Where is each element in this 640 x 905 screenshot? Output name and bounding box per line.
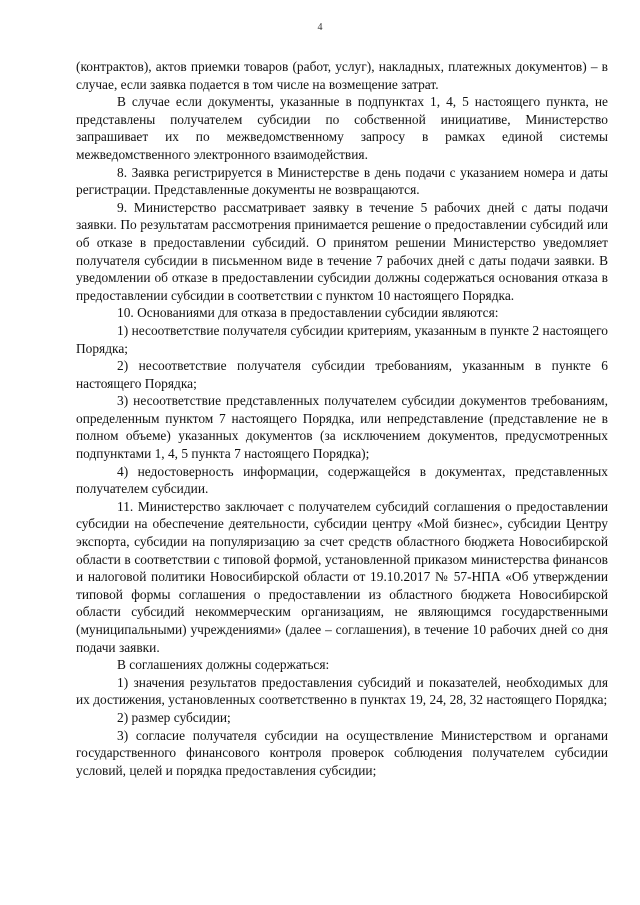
paragraph: 2) размер субсидии;: [117, 709, 231, 725]
paragraph: 4) недостоверность информации, содержащейся в документах, представленных получателем субсидии.: [76, 463, 608, 497]
paragraph: 1) значения результатов предоставления субсидий и показателей, необходимых для их достижения, установленных соответственно в пунктах 19, 24, 28, 32 настоящего Порядка;: [76, 674, 608, 708]
paragraph: 3) согласие получателя субсидии на осуществление Министерством и органами государственного финансового контроля проверок соблюдения получателем субсидии условий, целей и порядка предоставления субсидии;: [76, 727, 608, 778]
paragraph: 1) несоответствие получателя субсидии критериям, указанным в пункте 2 настоящего Порядка;: [76, 322, 608, 356]
document-body: [76, 58, 608, 779]
page-number: 4: [317, 22, 323, 33]
paragraph: В случае если документы, указанные в подпунктах 1, 4, 5 настоящего пункта, не представлены получателем субсидии по собственной инициативе, Министерство запрашивает их по межведомственному запросу в рамках единой системы межведомственного электронного взаимодействия.: [76, 94, 608, 162]
paragraph: (контрактов), актов приемки товаров (работ, услуг), накладных, платежных документов) – в случае, если заявка подается в том числе на возмещение затрат.: [76, 59, 608, 92]
paragraph: 3) несоответствие представленных получателем субсидии документов требованиям, определенным пунктом 7 настоящего Порядка, или непредставление (представление не в полном объеме) указанных документов (за исключением документов, предусмотренных подпунктами 1, 4, 5 пункта 7 настоящего Порядка);: [76, 393, 608, 462]
paragraph: 11. Министерство заключает с получателем субсидий соглашения о предоставлении субсидии на обеспечение деятельности, субсидии центру «Мой бизнес», субсидии Центру экспорта, субсидии на популяризацию за счет средств областного бюджета Новосибирской области в соответствии с типовой формой, установленной приказом министерства финансов и налоговой политики Новосибирской области от 19.10.2017 № 57-НПА «Об утверждении типовой формы соглашения о предоставлении из областного бюджета Новосибирской области субсидий некоммерческим организациям, не являющимся государственными (муниципальными) учреждениями» (далее – соглашения), в течение 10 рабочих дней со дня подачи заявки.: [76, 498, 608, 655]
paragraph: 9. Министерство рассматривает заявку в течение 5 рабочих дней с даты подачи заявки. По результатам рассмотрения принимается решение о предоставлении субсидий или об отказе в предоставлении субсидий. О принятом решении Министерство уведомляет получателя субсидии в письменном виде в течение 7 рабочих дней с даты подачи заявки. В уведомлении об отказе в предоставлении субсидии должны содержаться основания отказа в предоставлении субсидии в соответствии с пунктом 10 настоящего Порядка.: [76, 199, 608, 303]
paragraph: 2) несоответствие получателя субсидии требованиям, указанным в пункте 6 настоящего Порядка;: [76, 358, 608, 391]
paragraph: 10. Основаниями для отказа в предоставлении субсидии являются:: [117, 305, 499, 321]
paragraph: 8. Заявка регистрируется в Министерстве в день подачи с указанием номера и даты регистрации. Представленные документы не возвращаются.: [76, 164, 608, 198]
paragraph: В соглашениях должны содержаться:: [117, 657, 330, 673]
